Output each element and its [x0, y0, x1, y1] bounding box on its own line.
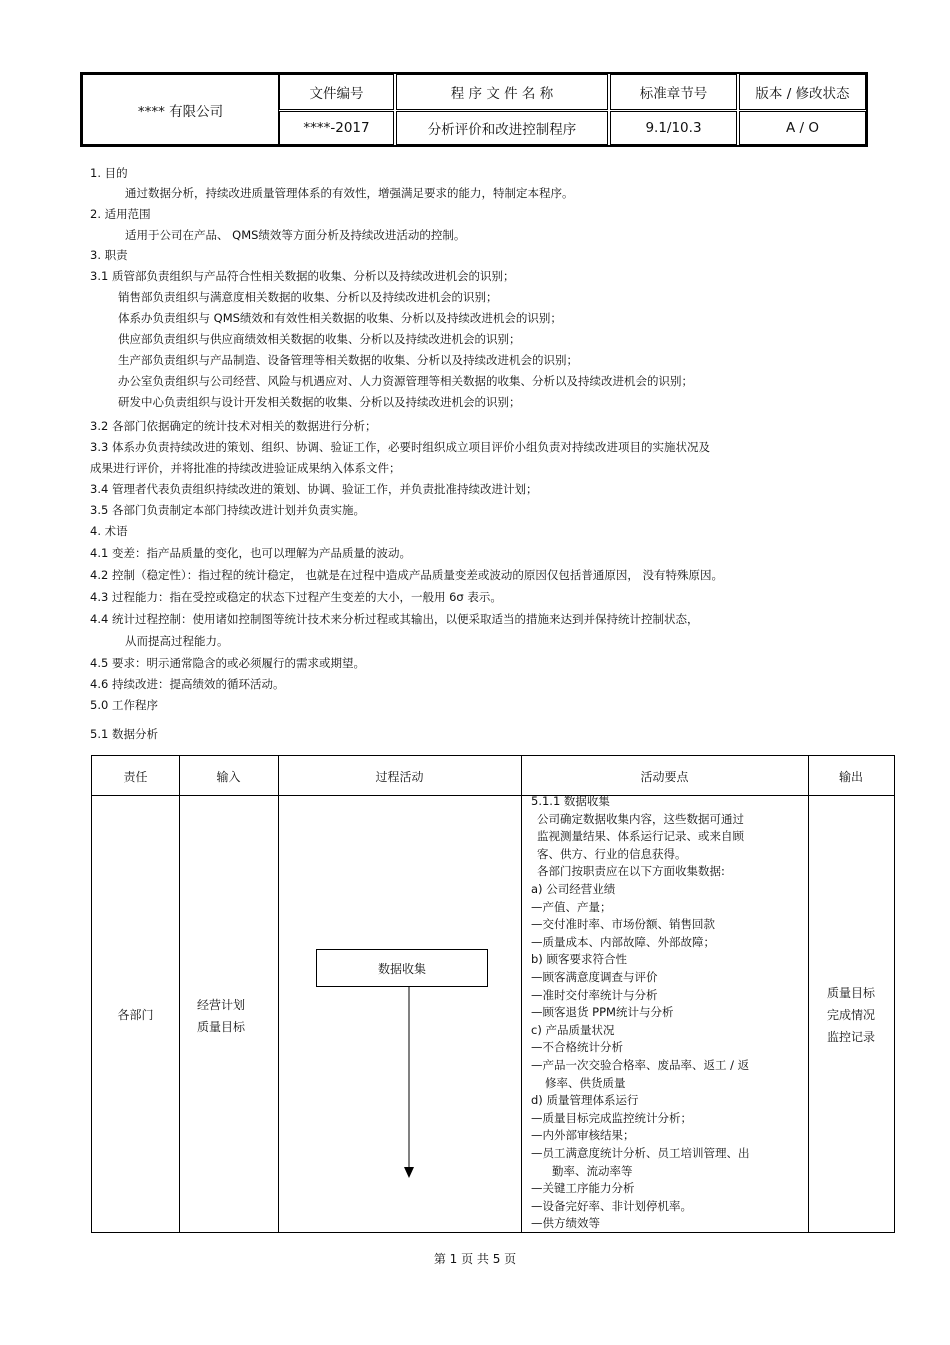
activity-line: —不合格统计分析	[531, 1040, 623, 1055]
activity-line: —质量目标完成监控统计分析；	[531, 1110, 692, 1125]
body-line: 适用于公司在产品、 QMS绩效等方面分析及持续改进活动的控制。	[125, 228, 466, 242]
doc-name-value-text: 分析评价和改进控制程序	[427, 122, 577, 138]
clause-header	[610, 74, 737, 110]
clause-value-text: 9.1/10.3	[645, 120, 702, 136]
activity-line: —关键工序能力分析	[531, 1181, 635, 1196]
body-line: 通过数据分析，持续改进质量管理体系的有效性，增强满足要求的能力，特制定本程序。	[125, 186, 574, 200]
input-item: 经营计划	[197, 998, 246, 1012]
output-item: 监控记录	[826, 1030, 875, 1044]
doc-name-value	[396, 111, 608, 145]
activity-line: —产值、产量；	[531, 899, 612, 914]
body-line: 4.2 控制（稳定性）：指过程的统计稳定， 也就是在过程中造成产品质量变差或波动的原因仅包括普通原因， 没有特殊原因。	[90, 568, 723, 582]
version-header	[739, 74, 866, 110]
section-title: 1. 目的	[90, 166, 128, 180]
activity-line: —准时交付率统计与分析	[531, 987, 658, 1002]
activity-line: b) 顾客要求符合性	[531, 952, 627, 967]
column-divider	[521, 756, 522, 1232]
activity-line: —供方绩效等	[531, 1216, 600, 1231]
activity-line: 客、供方、行业的信息获得。	[537, 846, 687, 861]
body-line: 体系办负责组织与 QMS绩效和有效性相关数据的收集、分析以及持续改进机会的识别；	[118, 311, 562, 325]
section-title: 4. 术语	[90, 524, 128, 538]
section-title: 5.1 数据分析	[90, 727, 158, 741]
column-divider	[179, 756, 180, 1232]
section-title: 2. 适用范围	[90, 207, 151, 221]
activity-line: —产品一次交验合格率、废品率、返工 / 返	[531, 1058, 750, 1072]
section-title: 3. 职责	[90, 248, 128, 262]
body-line: 3.5 各部门负责制定本部门持续改进计划并负责实施。	[90, 503, 365, 517]
body-line: 销售部负责组织与满意度相关数据的收集、分析以及持续改进机会的识别；	[118, 290, 498, 304]
body-line: 4.6 持续改进：提高绩效的循环活动。	[90, 677, 285, 691]
header-input: 输入	[216, 769, 241, 784]
doc-no-header-text: 文件编号	[309, 86, 364, 102]
column-divider	[278, 756, 279, 1232]
header-key-points: 活动要点	[640, 769, 689, 784]
body-line: 研发中心负责组织与设计开发相关数据的收集、分析以及持续改进机会的识别；	[118, 395, 521, 409]
body-line: 3.1 质管部负责组织与产品符合性相关数据的收集、分析以及持续改进机会的识别；	[90, 269, 515, 283]
version-value	[739, 111, 866, 145]
body-line: 4.1 变差：指产品质量的变化，也可以理解为产品质量的波动。	[90, 546, 411, 560]
clause-value	[610, 111, 737, 145]
version-header-text: 版本 / 修改状态	[755, 86, 850, 102]
activity-line: —内外部审核结果；	[531, 1128, 635, 1143]
responsibility-cell: 各部门	[117, 1008, 154, 1022]
activity-line: 修率、供货质量	[545, 1075, 626, 1090]
body-line: 供应部负责组织与供应商绩效相关数据的收集、分析以及持续改进机会的识别；	[118, 332, 521, 346]
clause-header-text: 标准章节号	[639, 86, 708, 102]
body-line: 4.3 过程能力：指在受控或稳定的状态下过程产生变差的大小，一般用 6σ 表示。	[90, 590, 502, 604]
company-name-text: **** 有限公司	[137, 103, 224, 120]
activity-line: —顾客退货 PPM统计与分析	[531, 1005, 674, 1020]
header-process: 过程活动	[375, 769, 424, 784]
activity-line: a) 公司经营业绩	[531, 882, 616, 896]
activity-line: 公司确定数据收集内容，这些数据可通过	[537, 811, 744, 826]
input-item: 质量目标	[197, 1020, 246, 1034]
body-line: 从而提高过程能力。	[125, 634, 229, 648]
header-responsibility: 责任	[123, 769, 148, 784]
body-line: 生产部负责组织与产品制造、设备管理等相关数据的收集、分析以及持续改进机会的识别；	[118, 353, 578, 367]
doc-name-header	[396, 74, 608, 110]
activity-line: —设备完好率、非计划停机率。	[531, 1198, 692, 1213]
activity-line: —质量成本、内部故障、外部故障；	[531, 934, 715, 949]
activity-line: 5.1.1 数据收集	[531, 794, 610, 808]
activity-line: —顾客满意度调查与评价	[531, 970, 658, 984]
body-line: 3.4 管理者代表负责组织持续改进的策划、协调、验证工作，并负责批准持续改进计划；	[90, 482, 538, 496]
section-title: 5.0 工作程序	[90, 698, 158, 712]
body-line: 4.4 统计过程控制：使用诸如控制图等统计技术来分析过程或其输出，以便采取适当的措施来达到并保持统计控制状态，	[90, 612, 699, 626]
doc-no-value	[279, 111, 394, 145]
activity-line: c) 产品质量状况	[531, 1022, 615, 1037]
body-line: 4.5 要求：明示通常隐含的或必须履行的需求或期望。	[90, 656, 365, 670]
body-line: 3.3 体系办负责持续改进的策划、组织、协调、验证工作，必要时组织成立项目评价小组负责对持续改进项目的实施状况及	[90, 440, 710, 454]
header-output: 输出	[838, 769, 863, 784]
output-item: 完成情况	[826, 1008, 875, 1022]
doc-no-header	[279, 74, 394, 110]
doc-name-header-text: 程 序 文 件 名 称	[450, 86, 554, 102]
output-item: 质量目标	[826, 986, 875, 1000]
activity-line: d) 质量管理体系运行	[531, 1093, 639, 1108]
activity-line: 各部门按职责应在以下方面收集数据:	[537, 864, 725, 879]
flow-arrow-icon	[397, 987, 421, 1180]
process-box-data-collection	[316, 949, 488, 987]
activity-line: 监视测量结果、体系运行记录、或来自顾	[537, 829, 744, 844]
body-line: 办公室负责组织与公司经营、风险与机遇应对、人力资源管理等相关数据的收集、分析以及持续改进机会的识别；	[118, 374, 693, 388]
activity-line: 勤率、流动率等	[552, 1163, 633, 1178]
process-box-label: 数据收集	[377, 961, 426, 976]
body-line: 3.2 各部门依据确定的统计技术对相关的数据进行分析；	[90, 419, 377, 433]
activity-line: —交付准时率、市场份额、销售回款	[531, 917, 715, 932]
data-analysis-table	[91, 755, 895, 1233]
document-header-table	[80, 72, 868, 147]
activity-line: —员工满意度统计分析、员工培训管理、出	[531, 1146, 750, 1160]
doc-no-value-text: ****-2017	[303, 120, 370, 136]
page-number-footer: 第 1 页 共 5 页	[433, 1252, 517, 1266]
company-name	[82, 74, 279, 145]
body-line: 成果进行评价，并将批准的持续改进验证成果纳入体系文件；	[90, 461, 401, 475]
version-value-text: A / O	[786, 120, 819, 136]
